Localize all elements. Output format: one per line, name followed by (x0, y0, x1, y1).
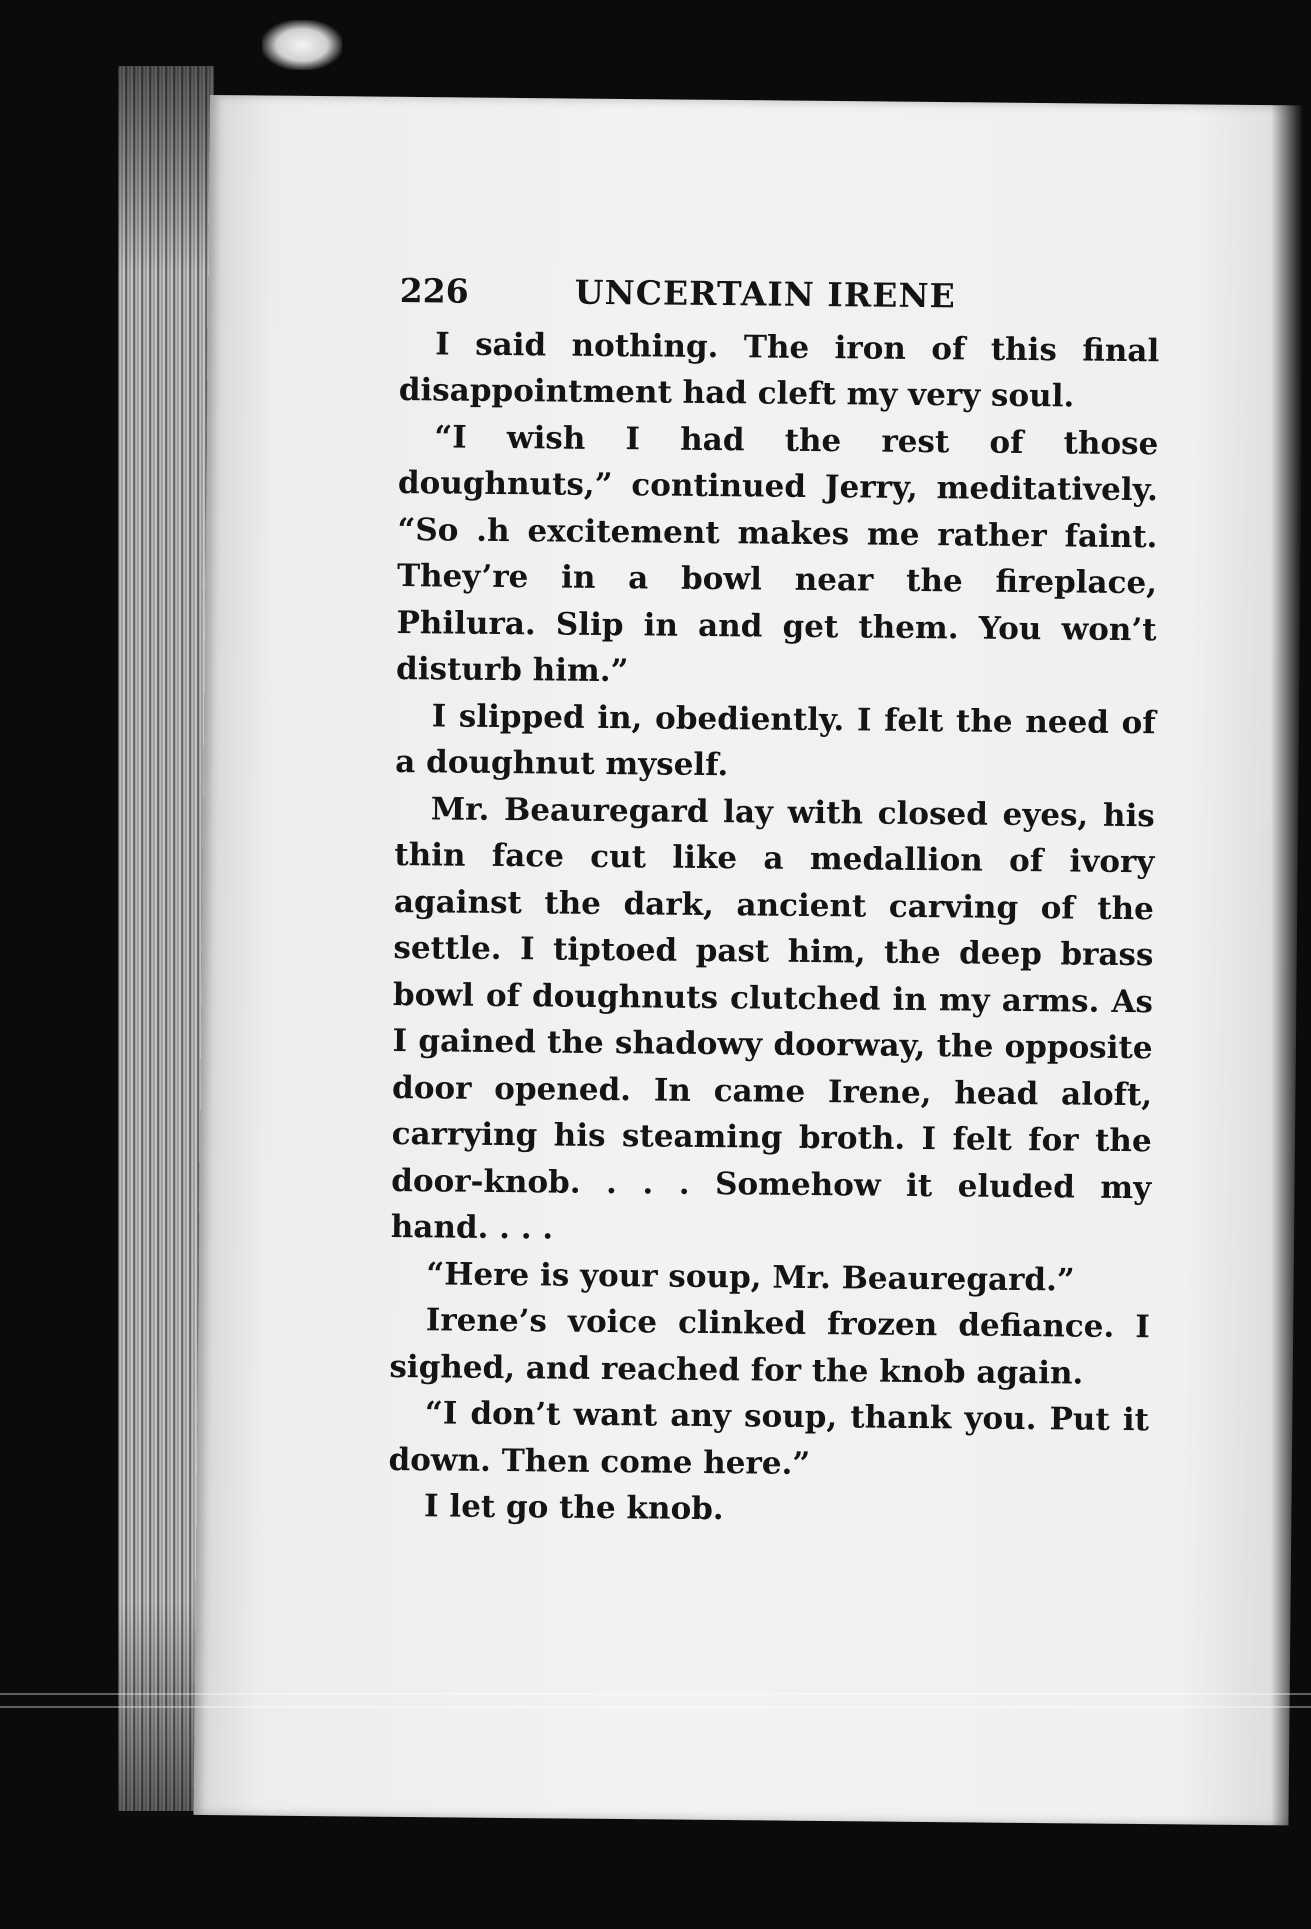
running-head-title: UNCERTAIN IRENE (574, 272, 956, 316)
paragraph: “Here is your soup, Mr. Beauregard.” (426, 1255, 1075, 1299)
paragraph: “I wish I had the rest of those doughnuts,” continued Jerry, meditatively. “So .h excitement makes me rather faint. They’re in a bowl near the fireplace, Philura. Slip in and get them. You won’t disturb him.” (395, 418, 1159, 690)
page-number: 226 (399, 270, 469, 311)
gutter-shadow (1271, 95, 1311, 1845)
paragraph: Mr. Beauregard lay with closed eyes, his thin face cut like a medallion of ivory against the dark, ancient carving of the settle. I tiptoed past him, the deep brass bowl of doughnuts clutched in my arms. As I gained the shadowy doorway, the opposite door opened. In came Irene, head aloft, carrying his steaming broth. I felt for the door-knob. . . . Somehow it eluded my hand. . . . (390, 790, 1155, 1247)
scan-artifact-line (0, 1693, 1311, 1695)
running-head (400, 268, 1160, 322)
paragraph: I slipped in, obediently. I felt the need of a doughnut myself. (395, 697, 1156, 784)
scan-smudge (262, 20, 342, 70)
paragraph: “I don’t want any soup, thank you. Put it down. Then come here.” (388, 1395, 1150, 1482)
scan-artifact-line (0, 1706, 1311, 1708)
paragraph: I said nothing. The iron of this final disappointment had cleft my very soul. (398, 325, 1160, 415)
paragraph: I let go the knob. (423, 1488, 724, 1528)
paragraph: Irene’s voice clinked frozen defiance. I sighed, and reached for the knob again. (389, 1302, 1151, 1392)
page-text-block (388, 268, 1160, 1537)
